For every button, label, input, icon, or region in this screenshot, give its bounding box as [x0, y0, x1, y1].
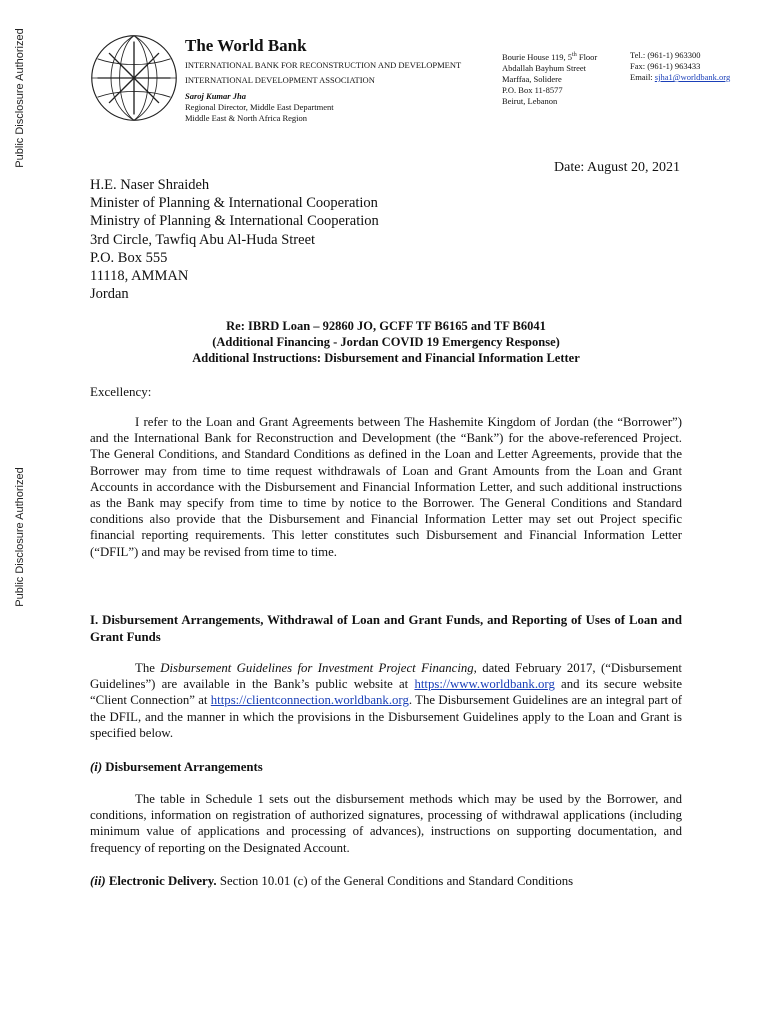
address-line: Abdallah Bayhum Street: [502, 62, 587, 73]
subsection-electronic-delivery: (ii) Electronic Delivery. Section 10.01 (c) of the General Conditions and Standard Conditions: [90, 874, 574, 888]
clientconnection-link[interactable]: https://clientconnection.worldbank.org: [210, 693, 409, 708]
signatory-region: Middle East & North Africa Region: [185, 113, 308, 123]
fax: Fax: (961-1) 963433: [630, 61, 701, 71]
letterhead-org: [185, 36, 485, 124]
signatory-name: Saroj Kumar Jha: [185, 91, 246, 101]
disclosure-stamp-top: Public Disclosure Authorized: [14, 28, 26, 168]
org-line-ida: INTERNATIONAL DEVELOPMENT ASSOCIATION: [185, 75, 375, 85]
worldbank-link[interactable]: https://www.worldbank.org: [414, 677, 555, 692]
salutation: Excellency:: [90, 384, 152, 399]
org-line-ibrd: INTERNATIONAL BANK FOR RECONSTRUCTION AND DEVELOPMENT: [185, 60, 462, 70]
paragraph-intro: I refer to the Loan and Grant Agreements between The Hashemite Kingdom of Jordan (the “Borrower”) and the International Bank for Reconstruction and Development (the “Bank”) for the above-referenced Project. The General Conditions, and Standard Conditions as defined in the Loan and Letter Agreements, provide that the Borrower may from time to time request withdrawals of Loan and Grant Amounts from the Loan and Grant Accounts in accordance with the Disbursement and Financial Information Letter, and such additional instructions as the Bank may specify from time to time by notice to the Borrower. The General Conditions and Standard conditions also provide that the Disbursement and Financial Information Letter may set out Project specific financial reporting requirements. This letter constitutes such Disbursement and Financial Information Letter (“DFIL”) and may be revised from time to time.: [90, 415, 682, 559]
section-1-heading: I. Disbursement Arrangements, Withdrawal of Loan and Grant Funds, and Reporting of Uses of Loan and Grant Funds: [90, 613, 682, 644]
subject-block: [90, 318, 682, 366]
subsection-disbursement-arrangements: (i) Disbursement Arrangements: [90, 760, 263, 774]
subject-line: (Additional Financing - Jordan COVID 19 Emergency Response): [212, 335, 560, 349]
address-line: P.O. Box 11-8577: [502, 84, 563, 95]
signatory-role: Regional Director, Middle East Department: [185, 102, 334, 112]
letter-date: Date: August 20, 2021: [554, 160, 680, 175]
recipient-line: 11118, AMMAN: [90, 268, 189, 285]
disclosure-stamp-middle: Public Disclosure Authorized: [14, 467, 26, 607]
paragraph-schedule: The table in Schedule 1 sets out the disbursement methods which may be used by the Borrower, and conditions, information on registration of authorized signatures, processing of withdrawal applications (including minimum value of applications and processing of advances), instructions on supporting documentation, and frequency of reporting on the Designated Account.: [90, 792, 682, 855]
tel: Tel.: (961-1) 963300: [630, 50, 701, 60]
recipient-line: Jordan: [90, 286, 129, 303]
recipient-line: 3rd Circle, Tawfiq Abu Al-Huda Street: [90, 231, 316, 248]
recipient-line: Ministry of Planning & International Cooperation: [90, 213, 379, 230]
paragraph-guidelines: The Disbursement Guidelines for Investment Project Financing, dated February 2017, (“Disbursement Guidelines”) are available in the Bank’s public website at https://www.worldbank.org and its secure website “Client Connection” at https://clientconnection.worldbank.org. The Disbursement Guidelines are an integral part of the DFIL, and the manner in which the provisions in the Disbursement Guidelines apply to the Loan and Grant is specified below.: [90, 661, 682, 740]
org-name: The World Bank: [185, 36, 307, 55]
letterhead-address: Bourie House 119, 5th Floor Abdallah Bayhum Street Marffaa, Solidere P.O. Box 11-8577 Beirut, Lebanon: [502, 50, 622, 107]
subject-line: Re: IBRD Loan – 92860 JO, GCFF TF B6165 and TF B6041: [226, 319, 546, 333]
recipient-address: [90, 176, 379, 303]
recipient-line: H.E. Naser Shraideh: [90, 177, 210, 193]
subject-line: Additional Instructions: Disbursement and Financial Information Letter: [192, 351, 580, 365]
world-bank-logo-icon: [86, 30, 182, 126]
email-link[interactable]: sjha1@worldbank.org: [654, 72, 731, 82]
address-line: Marffaa, Solidere: [502, 73, 562, 84]
letterhead-contact: Tel.: (961-1) 963300 Fax: (961-1) 963433 Email: sjha1@worldbank.org: [630, 50, 760, 83]
recipient-line: P.O. Box 555: [90, 249, 168, 266]
address-line: Beirut, Lebanon: [502, 95, 558, 106]
recipient-line: Minister of Planning & International Cooperation: [90, 195, 378, 212]
